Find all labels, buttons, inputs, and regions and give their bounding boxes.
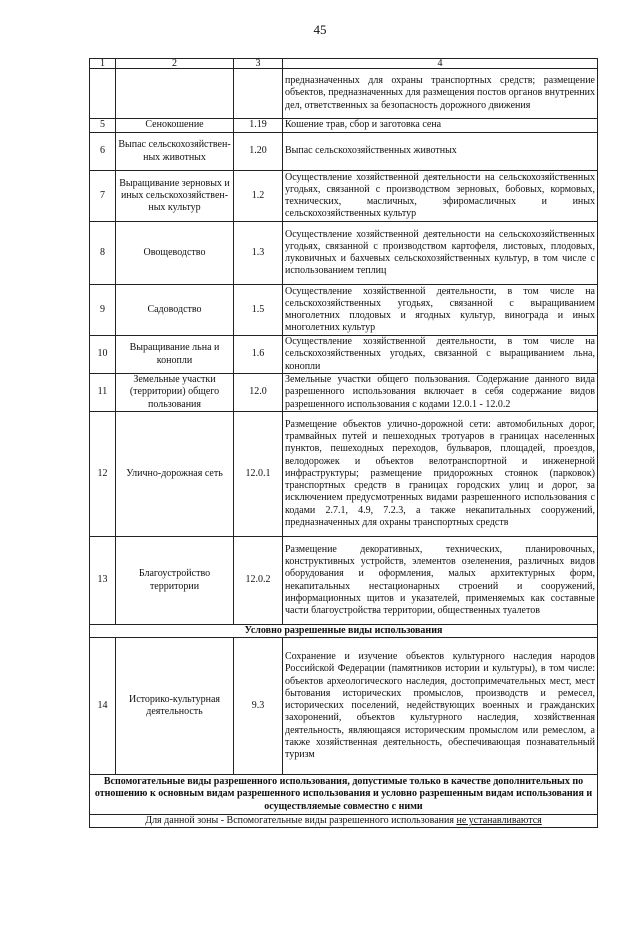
header-col-3: 3 (234, 59, 283, 69)
row-code: 12.0 (234, 374, 283, 412)
row-description: Осуществление хозяйственной деятельности, в том числе на сельскохозяйственных угодьях, связанной с выращиванием льна, конопли (283, 336, 598, 374)
auxiliary-none-note (90, 815, 598, 828)
table-row (90, 119, 598, 133)
row-code: 1.5 (234, 285, 283, 336)
row-number: 14 (90, 638, 116, 775)
row-number: 8 (90, 222, 116, 285)
row-name: Сенокошение (116, 119, 234, 133)
row-code: 1.2 (234, 171, 283, 222)
row-name: Овощеводство (116, 222, 234, 285)
row-code: 1.3 (234, 222, 283, 285)
row-description: Сохранение и изучение объектов культурного наследия народов Российской Федерации (памятников истории и культуры), в том числе: объектов археологического наследия, достопримечательных мест, мест бытования исторических промыслов, производств и ремесел, исторических поселений, недействующих военных и гражданских захоронений, объектов культурного наследия, хозяйственная деятельность, являющаяся историческим промыслом или ремеслом, а также хозяйственная деятельность, обеспечивающая познавательный туризм (283, 638, 598, 775)
land-use-table (89, 58, 598, 828)
table-row (90, 285, 598, 336)
table-row (90, 336, 598, 374)
row-code: 1.6 (234, 336, 283, 374)
row-number: 7 (90, 171, 116, 222)
conditional-uses-heading: Условно разрешенные виды использования (90, 625, 598, 638)
page-number: 45 (313, 22, 327, 37)
row-description: Осуществление хозяйственной деятельности на сельскохозяйственных угодьях, связанной с производством картофеля, листовых, плодовых, луковичных и бахчевых сельскохозяйственных культур, в том числе с использованием теплиц (283, 222, 598, 285)
table-row (90, 638, 598, 775)
auxiliary-none-prefix: Для данной зоны - Вспомогательные виды разрешенного использования (145, 815, 457, 827)
row-description: Осуществление хозяйственной деятельности, в том числе на сельскохозяйственных угодьях, связанной с выращиванием многолетних плодовых и ягодных культур, винограда и иных многолетних культур (283, 285, 598, 336)
row-description: предназначенных для охраны транспортных средств; размещение объектов, предназначенных для размещения постов органов внутренних дел, ответственных за безопасность дорожного движения (283, 69, 598, 119)
row-description: Размещение декоративных, технических, планировочных, конструктивных устройств, элементов озеленения, различных видов оборудования и оформления, малых архитектурных форм, некапитальных нестационарных строений и сооружений, информационных щитов и указателей, применяемых как составные части благоустройства территории, общественных туалетов (283, 537, 598, 625)
row-description: Размещение объектов улично-дорожной сети: автомобильных дорог, трамвайных путей и пешеходных тротуаров в границах населенных пунктов, пешеходных переходов, бульваров, площадей, проездов, велодорожек и объектов велотранспортной и инженерной инфраструктуры; размещение придорожных стоянок (парковок) транспортных средств в границах городских улиц и дорог, за исключением предусмотренных видами разрешенного использования с кодами 2.7.1, 4.9, 7.2.3, а также некапитальных сооружений, предназначенных для охраны транспортных средств (283, 412, 598, 537)
row-description: Осуществление хозяйственной деятельности на сельскохозяйственных угодьях, связанной с производством зерновых, бобовых, кормовых, технических, масличных, эфиромасличных и иных сельскохозяйственных культур (283, 171, 598, 222)
table-row (90, 537, 598, 625)
section-heading-row (90, 625, 598, 638)
row-name: Земельные участки (территории) общего пользования (116, 374, 234, 412)
row-number: 11 (90, 374, 116, 412)
table-row (90, 222, 598, 285)
row-name: Садоводство (116, 285, 234, 336)
table-row (90, 133, 598, 171)
row-name: Историко-культурная деятельность (116, 638, 234, 775)
table-row (90, 412, 598, 537)
header-col-4: 4 (283, 59, 598, 69)
row-number: 5 (90, 119, 116, 133)
row-name: Улично-дорожная сеть (116, 412, 234, 537)
row-number: 6 (90, 133, 116, 171)
row-name: Выращивание льна и конопли (116, 336, 234, 374)
table-header-row (90, 59, 598, 69)
row-name: Благоустройство территории (116, 537, 234, 625)
row-description: Земельные участки общего пользования. Содержание данного вида разрешенного использования включает в себя содержание видов разрешенного использования с кодами 12.0.1 - 12.0.2 (283, 374, 598, 412)
row-code: 12.0.1 (234, 412, 283, 537)
row-code: 9.3 (234, 638, 283, 775)
row-code: 1.20 (234, 133, 283, 171)
row-name: Выпас сельскохозяйствен-ных животных (116, 133, 234, 171)
header-col-2: 2 (116, 59, 234, 69)
row-number: 10 (90, 336, 116, 374)
table-row (90, 374, 598, 412)
auxiliary-none-row (90, 815, 598, 828)
row-number: 9 (90, 285, 116, 336)
row-number: 12 (90, 412, 116, 537)
row-code: 12.0.2 (234, 537, 283, 625)
header-col-1: 1 (90, 59, 116, 69)
row-description: Кошение трав, сбор и заготовка сена (283, 119, 598, 133)
table-row (90, 171, 598, 222)
auxiliary-heading-row (90, 775, 598, 815)
row-number: 13 (90, 537, 116, 625)
row-code: 1.19 (234, 119, 283, 133)
auxiliary-uses-heading: Вспомогательные виды разрешенного использования, допустимые только в качестве дополнительных по отношению к основным видам разрешенного использования и условно разрешенным видам использования и осуществляемые совместно с ними (90, 775, 598, 815)
row-description: Выпас сельскохозяйственных животных (283, 133, 598, 171)
row-name: Выращивание зерновых и иных сельскохозяйствен-ных культур (116, 171, 234, 222)
auxiliary-none-suffix: не устанавливаются (456, 815, 542, 827)
table-row-continuation (90, 69, 598, 119)
